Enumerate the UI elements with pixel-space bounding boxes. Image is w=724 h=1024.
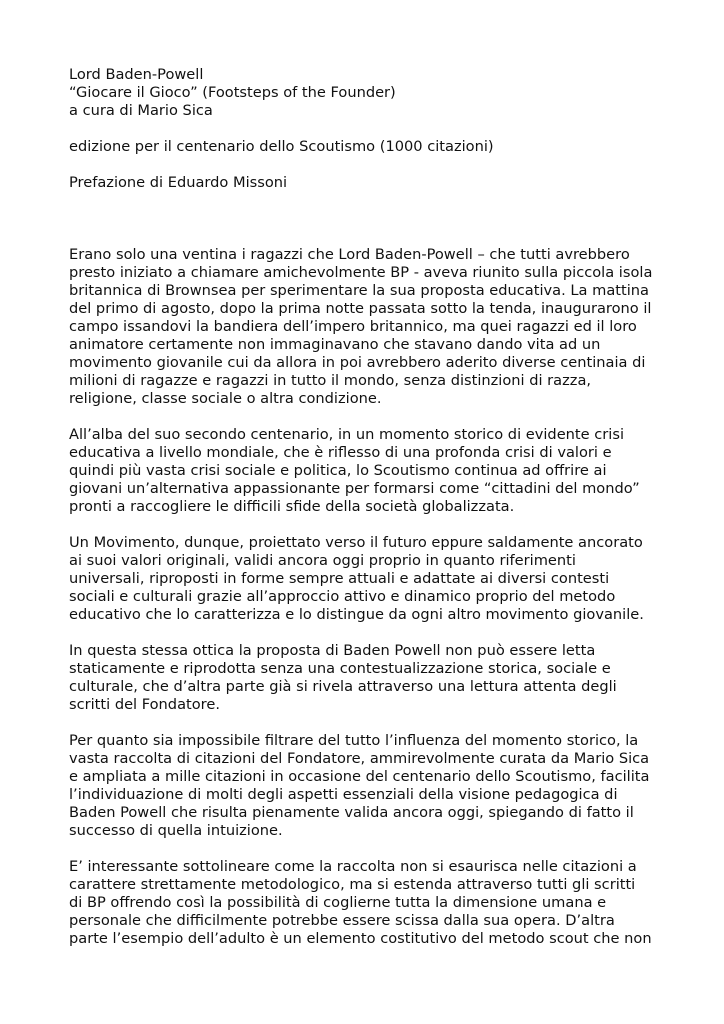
text-line: di BP offrendo così la possibilità di coglierne tutta la dimensione umana e [69,894,607,911]
text-line: educativa a livello mondiale, che è riflesso di una profonda crisi di valori e [69,444,612,461]
text-line: Erano solo una ventina i ragazzi che Lord Baden-Powell – che tutti avrebbero [69,246,630,263]
text-line: staticamente e riprodotta senza una contestualizzazione storica, sociale e [69,660,611,677]
text-line: All’alba del suo secondo centenario, in un momento storico di evidente crisi [69,426,625,443]
paragraph [69,858,659,948]
paragraph [69,534,659,624]
text-line: del primo di agosto, dopo la prima notte passata sotto la tenda, inaugurarono il [69,300,652,317]
text-line: animatore certamente non immaginavano che stavano dando vita ad un [69,336,601,353]
preface-line: Prefazione di Eduardo Missoni [69,174,288,191]
text-line: parte l’esempio dell’adulto è un elemento costitutivo del metodo scout che non [69,930,652,947]
text-line: successo di quella intuizione. [69,822,283,839]
text-line: Baden Powell che risulta pienamente valida ancora oggi, spiegando di fatto il [69,804,634,821]
text-line: culturale, che d’altra parte già si rivela attraverso una lettura attenta degli [69,678,617,695]
text-line: milioni di ragazze e ragazzi in tutto il mondo, senza distinzioni di razza, [69,372,592,389]
text-line: scritti del Fondatore. [69,696,220,713]
text-line: vasta raccolta di citazioni del Fondatore, ammirevolmente curata da Mario Sica [69,750,650,767]
document-header [69,66,659,192]
document-page [69,66,659,966]
editor-line: a cura di Mario Sica [69,102,213,119]
text-line: educativo che lo caratterizza e lo distingue da ogni altro movimento giovanile. [69,606,644,623]
author-line: Lord Baden-Powell [69,66,204,83]
paragraph [69,642,659,714]
section-spacer [69,192,659,246]
text-line: universali, riproposti in forme sempre attuali e adattate ai diversi contesti [69,570,610,587]
text-line: campo issandovi la bandiera dell’impero britannico, ma quei ragazzi ed il loro [69,318,637,335]
text-line: sociali e culturali grazie all’approccio attivo e dinamico proprio del metodo [69,588,616,605]
paragraph [69,732,659,840]
text-line: ai suoi valori originali, validi ancora oggi proprio in quanto riferimenti [69,552,576,569]
text-line: personale che difficilmente potrebbe essere scissa dalla sua opera. D’altra [69,912,615,929]
spacer [69,120,659,138]
text-line: l’individuazione di molti degli aspetti essenziali della visione pedagogica di [69,786,618,803]
text-line: movimento giovanile cui da allora in poi avrebbero aderito diverse centinaia di [69,354,646,371]
preface-body [69,246,659,948]
text-line: Per quanto sia impossibile filtrare del tutto l’influenza del momento storico, la [69,732,639,749]
spacer [69,156,659,174]
text-line: presto iniziato a chiamare amichevolmente BP - aveva riunito sulla piccola isola [69,264,653,281]
text-line: britannica di Brownsea per sperimentare la sua proposta educativa. La mattina [69,282,649,299]
text-line: In questa stessa ottica la proposta di Baden Powell non può essere letta [69,642,596,659]
text-line: quindi più vasta crisi sociale e politica, lo Scoutismo continua ad offrire ai [69,462,607,479]
text-line: e ampliata a mille citazioni in occasione del centenario dello Scoutismo, facilita [69,768,650,785]
text-line: Un Movimento, dunque, proiettato verso il futuro eppure saldamente ancorato [69,534,643,551]
text-line: pronti a raccogliere le difficili sfide della società globalizzata. [69,498,515,515]
edition-line: edizione per il centenario dello Scoutismo (1000 citazioni) [69,138,494,155]
text-line: giovani un’alternativa appassionante per formarsi come “cittadini del mondo” [69,480,640,497]
text-line: carattere strettamente metodologico, ma si estenda attraverso tutti gli scritti [69,876,636,893]
book-title-line: “Giocare il Gioco” (Footsteps of the Founder) [69,84,396,101]
paragraph [69,426,659,516]
text-line: religione, classe sociale o altra condizione. [69,390,382,407]
paragraph [69,246,659,408]
text-line: E’ interessante sottolineare come la raccolta non si esaurisca nelle citazioni a [69,858,637,875]
